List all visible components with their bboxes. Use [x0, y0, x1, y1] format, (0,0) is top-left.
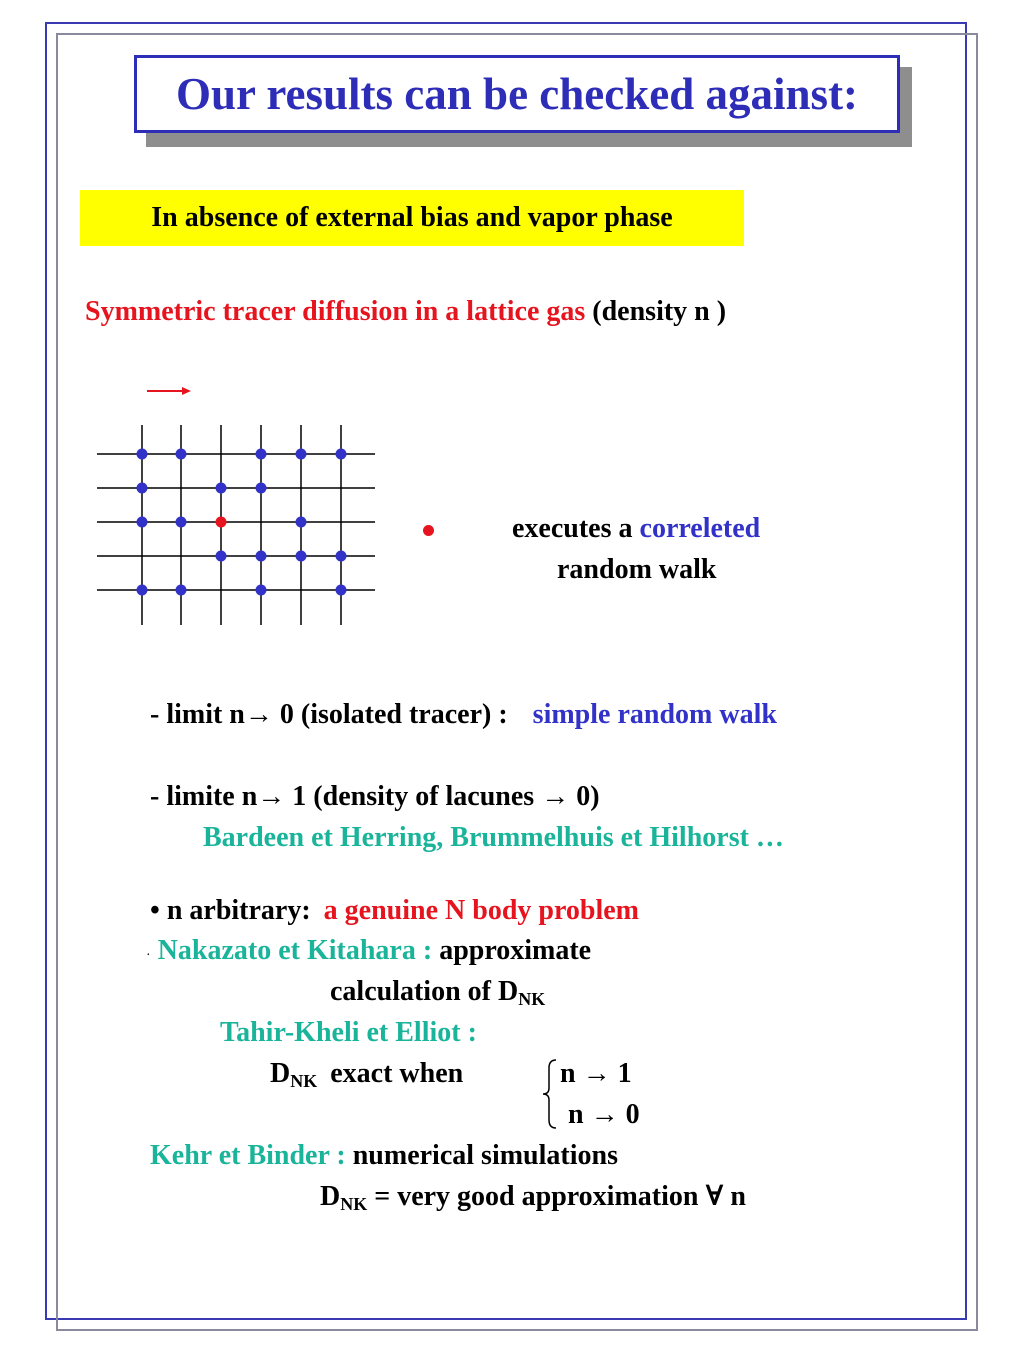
lattice-particle	[296, 449, 307, 460]
nk-line	[146, 935, 591, 967]
subtitle-line	[85, 296, 726, 328]
bias-arrow-icon	[147, 387, 191, 395]
lattice-particle	[137, 517, 148, 528]
dnk-d: D	[270, 1058, 291, 1089]
case-1: n → 1	[560, 1058, 632, 1089]
lattice-particle	[176, 517, 187, 528]
dnk-sub: NK	[290, 1071, 318, 1091]
kb-authors: Kehr et Binder :	[150, 1140, 346, 1171]
highlight-box: In absence of external bias and vapor phase	[80, 190, 744, 246]
final-line	[320, 1181, 746, 1213]
walk-note-line1	[512, 513, 760, 545]
walk-note-correlated: correleted	[639, 513, 761, 544]
lattice-particle	[216, 483, 227, 494]
dnk-exact-text: exact when	[330, 1058, 464, 1089]
walk-note-prefix: executes a	[512, 513, 633, 544]
lattice-particle	[176, 585, 187, 596]
dnk-exact-line	[270, 1058, 463, 1090]
cases-brace-icon	[539, 1058, 559, 1130]
arbitrary-label: n arbitrary:	[166, 895, 311, 926]
tk-authors: Tahir-Kheli et Elliot :	[220, 1017, 477, 1048]
lattice-particle	[176, 449, 187, 460]
slide-title: Our results can be checked against:	[134, 55, 900, 133]
kb-text: numerical simulations	[352, 1140, 618, 1171]
lattice-particle	[336, 585, 347, 596]
calc-text: calculation of D	[330, 976, 519, 1007]
kb-line	[150, 1140, 618, 1172]
arbitrary-problem: a genuine N body problem	[323, 895, 639, 926]
limit-2-text: - limite n→ 1 (density of lacunes → 0)	[150, 781, 600, 812]
limit-2-authors: Bardeen et Herring, Brummelhuis et Hilhorst …	[203, 822, 784, 853]
nk-text: approximate	[439, 935, 592, 966]
lattice-tracer	[216, 517, 227, 528]
nk-small-bullet: ·	[146, 948, 151, 963]
calc-line	[330, 976, 545, 1008]
arbitrary-line	[150, 895, 639, 927]
final-sub: NK	[340, 1194, 368, 1214]
lattice-diagram	[90, 375, 390, 635]
lattice-particle	[256, 449, 267, 460]
lattice-particle	[256, 585, 267, 596]
subtitle-density-text: (density n )	[592, 296, 727, 327]
limit-1-result: simple random walk	[532, 699, 777, 730]
lattice-particle	[336, 449, 347, 460]
lattice-particle	[256, 483, 267, 494]
lattice-particle	[296, 517, 307, 528]
final-text: = very good approximation ∀ n	[374, 1181, 746, 1212]
final-d: D	[320, 1181, 341, 1212]
lattice-particle	[137, 449, 148, 460]
lattice-particle	[137, 483, 148, 494]
case-2: n → 0	[568, 1099, 640, 1130]
tracer-legend-icon	[423, 525, 434, 536]
calc-sub: NK	[518, 989, 546, 1009]
lattice-particle	[336, 551, 347, 562]
limit-1-text: - limit n→ 0 (isolated tracer) :	[150, 699, 508, 730]
arbitrary-bullet: •	[150, 895, 160, 926]
lattice-particle	[216, 551, 227, 562]
limit-1	[150, 699, 777, 731]
lattice-particle	[137, 585, 148, 596]
subtitle-red-text: Symmetric tracer diffusion in a lattice gas	[85, 296, 586, 327]
walk-note-line2: random walk	[557, 554, 717, 585]
lattice-particle	[256, 551, 267, 562]
lattice-particle	[296, 551, 307, 562]
nk-authors: Nakazato et Kitahara :	[157, 935, 433, 966]
